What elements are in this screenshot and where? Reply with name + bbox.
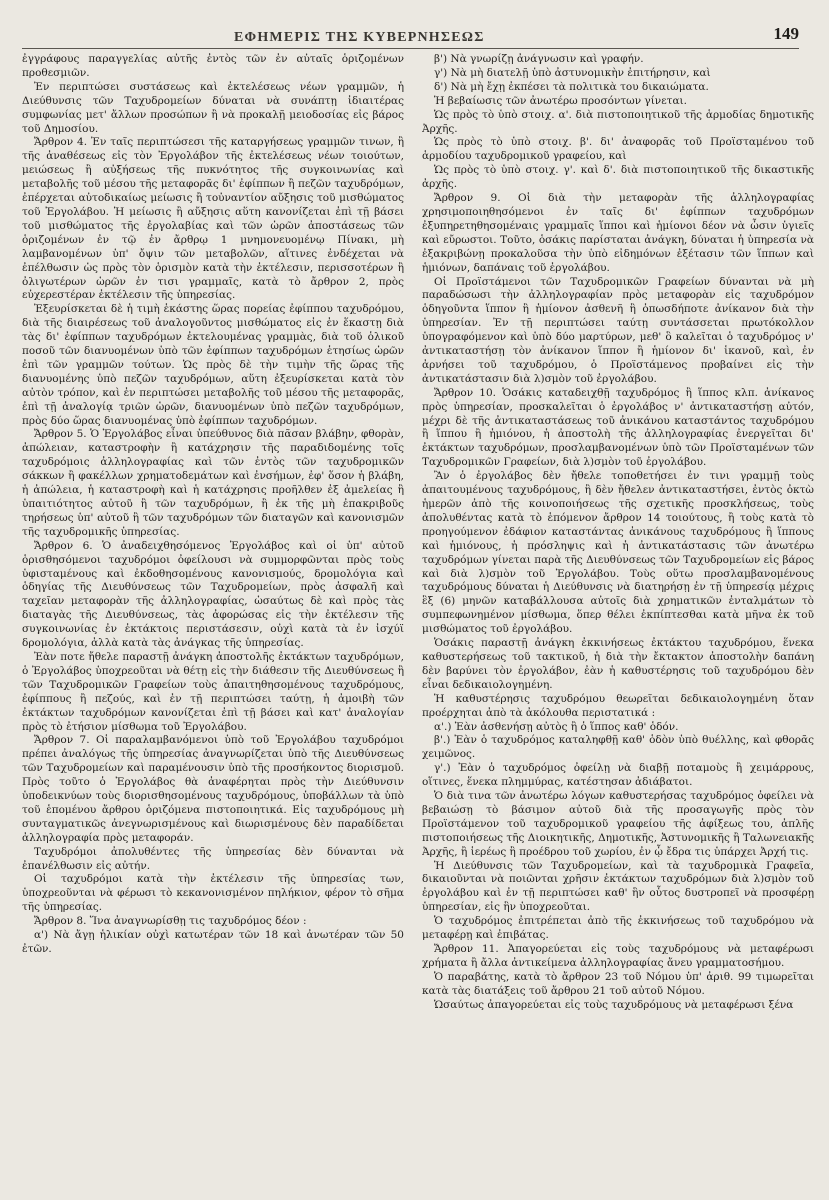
- list-item: β'.) Ἐὰν ὁ ταχυδρόμος καταληφθῇ καθ' ὁδὸν ὑπὸ θυέλλης, καὶ φθορᾶς χειμῶνος.: [422, 734, 814, 761]
- paragraph: Ὁ ταχυδρόμος ἐπιτρέπεται ἀπὸ τῆς ἐκκινήσεως τοῦ ταχυδρόμου νὰ μεταφέρῃ καὶ ἐπιβάτας.: [422, 915, 814, 942]
- article-6: Ἄρθρον 6. Ὁ ἀναδειχθησόμενος Ἐργολάβος καὶ οἱ ὑπ' αὐτοῦ ὁρισθησόμενοι ταχυδρόμοι ὀφείλουσι νὰ συμμορφῶνται πρὸς τοὺς ὑφισταμένους καὶ ἐκδοθησομένους κανονισμούς, δρομολόγια καὶ ὁδηγίας τῆς Διευθύνσεως τῶν Ταχυδρομείων, πρὸς ἀσφαλῆ καὶ ταχεῖαν μεταφορὰν τῆς ἀλληλογραφίας, ὡσαύτως δὲ καὶ πρὸς τὰς διαταγὰς τῆς Διευθύνσεως, τὰς ἀφορώσας εἰς τὴν ἐκτέλεσιν τῆς συγκοινωνίας ἐν ἐκτάκτοις περιστάσεσιν, οὐχὶ κατὰ τὰ ἐν ἰσχύϊ δρομολόγια, ἀλλὰ κατὰ τὰς ἀνάγκας τῆς ὑπηρεσίας.: [22, 539, 404, 650]
- article-10: Ἄρθρον 10. Ὁσάκις καταδειχθῇ ταχυδρόμος ἢ ἵππος κλπ. ἀνίκανος πρὸς ὑπηρεσίαν, προσκαλεῖται ὁ ἐργολάβος ν' ἀντικαταστήσῃ αὐτόν, μέχρι δὲ τῆς ἀντικαταστάσεως τοῦ ἀνικάνου καταστάντος ταχυδρόμου ἢ ἵππου ἢ ἡμιόνου, ἡ ἀποστολὴ τῆς ἀλληλογραφίας ἐνεργεῖται δι' ἐκτάκτων ταχυδρόμων, προσλαμβανομένων ὑπὸ τῶν Προϊσταμένων τῶν Ταχυδρομικῶν Γραφείων, διὰ λ)σμὸν τοῦ ἐργολάβου.: [422, 386, 814, 469]
- page-number: 149: [773, 24, 799, 43]
- paragraph: Οἱ Προϊστάμενοι τῶν Ταχυδρομικῶν Γραφείων δύνανται νὰ μὴ παραδώσωσι τὴν ἀλληλογραφίαν πρὸς μεταφορὰν εἰς ταχυδρόμον ὁδηγοῦντα ἵππον ἢ ἡμίονον ἀσθενῆ ἢ ὁπωσδήποτε ἀνίκανον διὰ τὴν ὑπηρεσίαν. Ἐν τῇ περιπτώσει ταύτῃ συντάσσεται πρωτόκολλον ὑπογραφόμενον καὶ ὑπὸ δύο μαρτύρων, μεθ' ὃ καλεῖται ὁ ταχυδρόμος ν' ἀντικαταστήσῃ τὸν ἀνίκανον ἵππον ἢ ἡμίονον δι' ἱκανοῦ, καὶ, ἐν ἀρνήσει τοῦ ταχυδρόμου, ὁ Προϊστάμενος προβαίνει εἰς τὴν ἀντικατάστασιν διὰ λ)σμὸν τοῦ ἐργολάβου.: [422, 275, 814, 385]
- article-9: Ἄρθρον 9. Οἱ διὰ τὴν μεταφορὰν τῆς ἀλληλογραφίας χρησιμοποιηθησόμενοι ἐν ταῖς δι' ἐφίππων ταχυδρόμων ἐξυπηρετηθησομέναις γραμμαῖς ἵπποι καὶ ἡμίονοι δέον νὰ ὦσιν ὑγιεῖς καὶ εὔρωστοι. Τοῦτο, ὁσάκις παρίσταται ἀνάγκη, δύναται ἡ ὑπηρεσία νὰ ἐξακριβώνῃ προκαλοῦσα τὴν ὑπὸ εἰδημόνων ἐξέτασιν τῶν ἵππων καὶ ἡμιόνων, δαπάναις τοῦ ἐργολάβου.: [422, 192, 814, 274]
- paragraph: Ἐξευρίσκεται δὲ ἡ τιμὴ ἑκάστης ὥρας πορείας ἐφίππου ταχυδρόμου, διὰ τῆς διαιρέσεως τοῦ ἀναλογοῦντος μισθώματος εἰς ἐν ἕκαστῃ διὰ τὰς δι' ἐφίππων ταχυδρόμων ἐκτελουμένας γραμμὰς, διὰ τοῦ ὁλικοῦ ποσοῦ τῶν διανυομένων ὑπὸ τῶν ἐφίππων ταχυδρόμων ἑτησίως ὡρῶν ἐπὶ τῶν γραμμῶν τούτων. Ὡς πρὸς δὲ τὴν τιμὴν τῆς ὥρας τῆς διανυομένης ὑπὸ πεζῶν ταχυδρόμων, αὕτη ἐξευρίσκεται κατὰ τὸν αὐτὸν τρόπον, καὶ ἐν περιπτώσει μεταβολῆς τοῦ μέσου τῆς μεταφορᾶς, ἐπὶ τῇ ἀναλογίᾳ τριῶν ὡρῶν, διανυομένων ὑπὸ πεζῶν ταχυδρόμων, πρὸς δύο ὥρας διανυομένας ὑπὸ ἐφίππων ταχυδρόμων.: [22, 303, 404, 427]
- right-column: [422, 53, 814, 1183]
- paragraph: Ὡσαύτως ἀπαγορεύεται εἰς τοὺς ταχυδρόμους νὰ μεταφέρωσι ξένα: [434, 998, 794, 1011]
- paragraph: Ὡς πρὸς τὸ ὑπὸ στοιχ. γ'. καὶ δ'. διὰ πιστοποιητικοῦ τῆς δικαστικῆς ἀρχῆς.: [422, 164, 814, 191]
- article-7: Ἄρθρον 7. Οἱ παραλαμβανόμενοι ὑπὸ τοῦ Ἐργολάβου ταχυδρόμοι πρέπει ἀναλόγως τῆς ὑπηρεσίας ἀναγνωρίζεται ὑπὸ τῆς Διευθύνσεως τῶν Ταχυδρομείων καὶ παραμένουσιν ὑπὸ τῆς προσήκοντος διορισμοῦ. Πρὸς τοῦτο ὁ Ἐργολάβος θὰ ἀναφέρηται πρὸς τὴν Διεύθυνσιν ὑποδεικνύων τοὺς διορισθησομένους ταχυδρόμους, ὑποβάλλων τὰ ὑπὸ τοῦ ἑπομένου ἄρθρου ὁριζόμενα πιστοποιητικά. Εἰς ταχυδρόμους μὴ συνταγματικῶς ἀνεγνωρισμένους καὶ διωρισμένους δὲν παραδίδεται ἀλληλογραφία πρὸς μεταφοράν.: [22, 734, 404, 844]
- paragraph: Ἐν περιπτώσει συστάσεως καὶ ἐκτελέσεως νέων γραμμῶν, ἡ Διεύθυνσις τῶν Ταχυδρομείων δύναται νὰ συνάπτῃ ἰδιαιτέρας συμφωνίας μετ' ἄλλων προσώπων ἢ νὰ προκαλῇ μειοδοσίας εἰς βάρος τοῦ Δημοσίου.: [22, 80, 404, 135]
- paragraph: Ὁσάκις παραστῇ ἀνάγκη ἐκκινήσεως ἐκτάκτου ταχυδρόμου, ἕνεκα καθυστερήσεως τοῦ τακτικοῦ, ἡ διὰ τὴν ἔκτακτον ἀποστολὴν δαπάνη δὲν βαρύνει τὸν ἐργολάβον, ἐὰν ἡ καθυστέρησις τοῦ ταχυδρόμου δὲν εἶναι δεδικαιολογημένη.: [422, 637, 814, 691]
- paragraph: Οἱ ταχυδρόμοι κατὰ τὴν ἐκτέλεσιν τῆς ὑπηρεσίας των, ὑποχρεοῦνται νὰ φέρωσι τὸ κεκανονισμένον πηλήκιον, φέρον τὸ σῆμα τῆς ὑπηρεσίας.: [22, 873, 404, 914]
- text-columns: [22, 53, 815, 1183]
- article-8: Ἄρθρον 8. Ἵνα ἀναγνωρίσθῃ τις ταχυδρόμος δέον :: [34, 915, 307, 928]
- paragraph: Ἂν ὁ ἐργολάβος δὲν ἤθελε τοποθετήσει ἐν τινι γραμμῇ τοὺς ἀπαιτουμένους ταχυδρόμους, ἢ δὲν ἤθελεν ἀντικαταστήσει, ἐντὸς ὀκτὼ ἡμερῶν ἀπὸ τῆς κοινοποιήσεως τῆς σχετικῆς προσκλήσεως, τοὺς ἀπολυθέντας κατὰ τὸ ἑπόμενον ἄρθρον 14 τοιούτους, ἢ τοὺς κατὰ τὸ προηγούμενον ἐδάφιον καταστάντας ἀνικάνους ταχυδρόμους ἢ ἵππους καὶ ἡμιόνους, ἡ πρόσληψις καὶ ἡ ἀντικατάστασις τῶν ἀνωτέρω ταχυδρόμων γίνεται παρὰ τῆς Διευθύνσεως τῶν Ταχυδρομείων εἰς βάρος καὶ διὰ λ)σμὸν τοῦ Ἐργολάβου. Τοὺς οὕτω προσλαμβανομένους ταχυδρόμους δύναται ἡ Διεύθυνσις νὰ διατηρήσῃ ἐν τῇ ὑπηρεσίᾳ μέχρις ἓξ (6) μηνῶν καταβάλλουσα αὐτοῖς διὰ χρηματικῶν ἐνταλμάτων τὸ συμπεφωνημένον μίσθωμα, ὅπερ θέλει ἐκπίπτεσθαι κατὰ μῆνα ἐκ τοῦ μισθώματος τοῦ ἐργολάβου.: [422, 470, 814, 636]
- list-item: α') Νὰ ἄγῃ ἡλικίαν οὐχὶ κατωτέραν τῶν 18 καὶ ἀνωτέραν τῶν 50 ἐτῶν.: [22, 929, 404, 955]
- list-item: α'.) Ἐὰν ἀσθενήσῃ αὐτὸς ἢ ὁ ἵππος καθ' ὁδόν.: [434, 720, 679, 733]
- left-column: [22, 53, 404, 1183]
- list-item: γ') Νὰ μὴ διατελῇ ὑπὸ ἀστυνομικὴν ἐπιτήρησιν, καὶ: [434, 66, 711, 79]
- gazette-title: ΕΦΗΜΕΡΙΣ ΤΗΣ ΚΥΒΕΡΝΗΣΕΩΣ: [234, 30, 485, 45]
- article-5: Ἄρθρον 5. Ὁ Ἐργολάβος εἶναι ὑπεύθυνος διὰ πᾶσαν βλάβην, φθορὰν, ἀπώλειαν, καταστροφὴν ἢ κατάχρησιν τῆς παραδιδομένης τοῖς ταχυδρόμοις ἀλληλογραφίας καὶ τῶν ἐντὸς τῶν ταχυδρομικῶν σάκκων ἢ φακέλλων χρηματοδεμάτων καὶ ἐνσήμων, ἐφ' ὅσον ἡ βλάβη, ἡ ἀπώλεια, ἡ καταστροφὴ καὶ ἡ κατάχρησις προῆλθεν ἐξ ἀμελείας ἢ ὑπαιτιότητος αὐτοῦ ἢ τῶν ταχυδρόμων, ἢ ἐκ τῆς μὴ ἐπακριβοῦς τηρήσεως ὑπ' αὐτοῦ ἢ τῶν ταχυδρόμων τῶν διαταγῶν καὶ κανονισμῶν τῆς ταχυδρομικῆς ὑπηρεσίας.: [22, 428, 404, 538]
- list-item: δ') Νὰ μὴ ἔχῃ ἐκπέσει τὰ πολιτικὰ του δικαιώματα.: [434, 80, 709, 93]
- paragraph: Ἐὰν ποτε ἤθελε παραστῇ ἀνάγκη ἀποστολῆς ἐκτάκτων ταχυδρόμων, ὁ Ἐργολάβος ὑποχρεοῦται νὰ θέτῃ εἰς τὴν διάθεσιν τῆς Διευθύνσεως ἢ τῶν Ταχυδρομικῶν Γραφείων τοὺς ἀπαιτηθησομένους ταχυδρόμους, ἐφίππους ἢ πεζούς, καὶ ἐν τῇ περιπτώσει ταύτῃ, ἡ ἀμοιβὴ τῶν ἐκτάκτων ταχυδρόμων κανονίζεται ἐπὶ τῇ βάσει καὶ κατ' ἀναλογίαν πρὸς τὸ ἐτήσιον μίσθωμα τοῦ Ἐργολάβου.: [22, 650, 404, 733]
- article-4: Ἄρθρον 4. Ἐν ταῖς περιπτώσεσι τῆς καταργήσεως γραμμῶν τινων, ἢ τῆς ἀναθέσεως εἰς τὸν Ἐργολάβον τῆς ἐκτελέσεως νέων τοιούτων, μειώσεως ἢ αὐξήσεως τῆς πυκνότητος τῆς συγκοινωνίας καὶ μεταβολῆς τοῦ μέσου τῆς μεταφορᾶς δι' ἐφίππων ἢ πεζῶν ταχυδρόμων, ἐπέρχεται αὐτοδικαίως μείωσις ἢ τοὐναντίον αὔξησις τοῦ μισθώματος τοῦ Ἐργολάβου. Ἡ μείωσις ἢ αὔξησις αὕτη κανονίζεται ἐπὶ τῇ βάσει τοῦ μισθώματος τῆς ἐργολαβίας καὶ τῶν ὡρῶν ἀποστάσεως τῶν ὁριζομένων ἐν τῷ ἐν ἄρθρῳ 1 μνημονευομένῳ Πίνακι, μὴ λαμβανομένων ὑπ' ὄψιν τῶν μεταβολῶν, αἵτινες ἐνδέχεται νὰ ἐπέλθωσιν ὡς πρὸς τὸν ὁρισμὸν κατὰ τὴν ἐκτέλεσιν, περισσοτέρων ἢ ὀλιγωτέρων ὡρῶν ἐν τισι γραμμαῖς, κατὰ τὸ ἄρθρον 2, πρὸς εὐχερεστέραν ἐκτέλεσιν τῆς ὑπηρεσίας.: [22, 136, 404, 302]
- paragraph: Ὡς πρὸς τὸ ὑπὸ στοιχ. α'. διὰ πιστοποιητικοῦ τῆς ἁρμοδίας δημοτικῆς Ἀρχῆς.: [422, 108, 814, 135]
- paragraph: Ὁ παραβάτης, κατὰ τὸ ἄρθρον 23 τοῦ Νόμου ὑπ' ἀριθ. 99 τιμωρεῖται κατὰ τὰς διατάξεις τοῦ ἄρθρου 21 τοῦ αὐτοῦ Νόμου.: [422, 970, 814, 997]
- paragraph: ἐγγράφους παραγγελίας αὐτῆς ἐντὸς τῶν ἐν αὐταῖς ὁριζομένων προθεσμιῶν.: [22, 53, 404, 79]
- paragraph: Ἡ Διεύθυνσις τῶν Ταχυδρομείων, καὶ τὰ ταχυδρομικὰ Γραφεῖα, δικαιοῦνται νὰ ποιῶνται χρῆσιν ἐκτάκτων ταχυδρόμων διὰ λ)σμὸν τοῦ ἐργολάβου καὶ ἐν τῇ περιπτώσει καθ' ἣν οὗτος δυστροπεῖ νὰ προσφέρῃ ὑπηρεσίαν, εἰς ἣν ὑποχρεοῦται.: [422, 859, 814, 914]
- page-header: [22, 8, 799, 49]
- paragraph: Ὡς πρὸς τὸ ὑπὸ στοιχ. β'. δι' ἀναφορᾶς τοῦ Προϊσταμένου τοῦ ἁρμοδίου ταχυδρομικοῦ γραφείου, καὶ: [422, 136, 814, 163]
- article-11: Ἄρθρον 11. Ἀπαγορεύεται εἰς τοὺς ταχυδρόμους νὰ μεταφέρωσι χρήματα ἢ ἄλλα ἀντικείμενα ἀλληλογραφίας ἄνευ γραμματοσήμου.: [422, 943, 814, 969]
- list-item: γ'.) Ἐὰν ὁ ταχυδρόμος ὀφείλῃ νὰ διαβῇ ποταμοὺς ἢ χειμάρρους, οἵτινες, ἕνεκα πλημμύρας, κατέστησαν ἀδιάβατοι.: [422, 762, 814, 789]
- paragraph: Ἡ καθυστέρησις ταχυδρόμου θεωρεῖται δεδικαιολογημένη ὅταν προέρχηται ἀπὸ τὰ ἀκόλουθα περιστατικά :: [422, 692, 814, 719]
- paragraph: Ταχυδρόμοι ἀπολυθέντες τῆς ὑπηρεσίας δὲν δύνανται νὰ ἐπανέλθωσιν εἰς αὐτήν.: [22, 845, 404, 872]
- list-item: β') Νὰ γνωρίζῃ ἀνάγνωσιν καὶ γραφήν.: [434, 53, 644, 65]
- paragraph: Ὁ διὰ τινα τῶν ἀνωτέρω λόγων καθυστερήσας ταχυδρόμος ὀφείλει νὰ βεβαιώσῃ τὸ βάσιμον αὐτοῦ διὰ τῆς προσαγωγῆς πρὸς τὸν Προϊστάμενον τοῦ ταχυδρομικοῦ γραφείου τῆς ἀφίξεως του, ἀπλῆς πιστοποιήσεως τῆς Διοικητικῆς, Δημοτικῆς, Ἀστυνομικῆς ἢ Ταλωνειακῆς Ἀρχῆς, ἢ ἱερέως ἢ προέδρου τοῦ χωρίου, ἐν ᾧ ἔδρα τις ὑπάρχει Ἀρχή τις.: [422, 790, 814, 858]
- paragraph: Ἡ βεβαίωσις τῶν ἀνωτέρω προσόντων γίνεται.: [434, 94, 687, 107]
